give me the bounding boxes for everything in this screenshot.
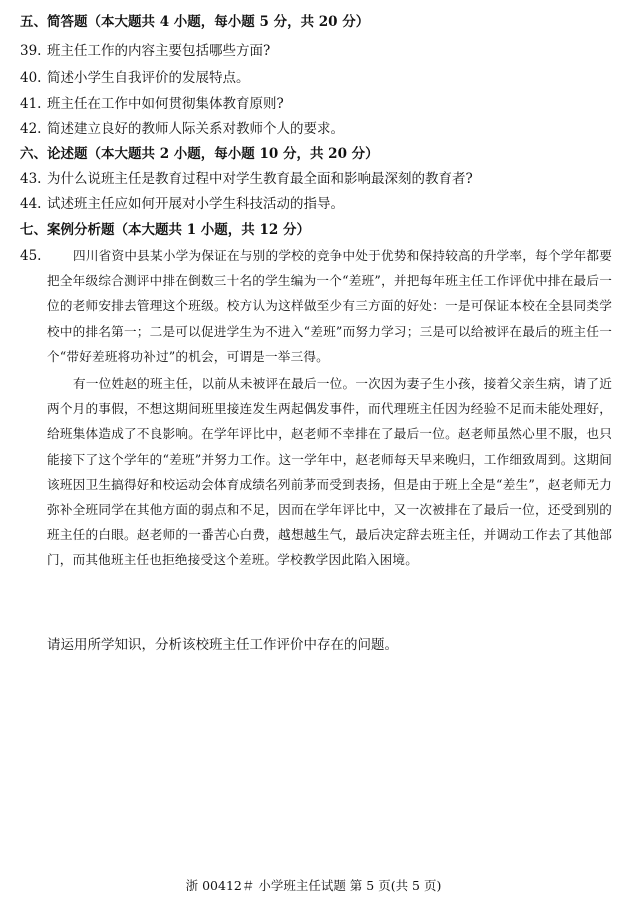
case-paragraph-1 [47, 243, 612, 369]
question-number: 41. [20, 96, 42, 112]
question-number: 44. [20, 196, 42, 212]
question-42 [20, 121, 607, 138]
question-number: 43. [20, 171, 42, 187]
question-43 [20, 171, 607, 188]
question-41 [20, 96, 607, 113]
question-text: 简述建立良好的教师人际关系对教师个人的要求。 [47, 121, 344, 137]
case-paragraph-text: 四川省资中县某小学为保证在与别的学校的竞争中处于优势和保持较高的升学率，每个学年都要把全年级综合测评中排在倒数三十名的学生编为一个“差班”，并把每年班主任工作评优中排在最后一位的老师安排去管理这个班级。校方认为这样做至少有三方面的好处：一是可保证本校在全县同类学校中的排名第一；二是可以促进学生为不进入“差班”而努力学习；三是可以给被评在最后的班主任一个“带好差班将功补过”的机会，可谓是一举三得。 [47, 248, 612, 364]
section-seven-heading: 七、案例分析题（本大题共 1 小题，共 12 分） [20, 222, 310, 238]
case-paragraph-text: 有一位姓赵的班主任，以前从未被评在最后一位。一次因为妻子生小孩，接着父亲生病，请了近两个月的事假，不想这期间班里接连发生两起偶发事件，而代理班主任因为经验不足而未能处理好，给班集体造成了不良影响。在学年评比中，赵老师不幸排在了最后一位。赵老师虽然心里不服，也只能接下了这个学年的“差班”并努力工作。这一学年中，赵老师每天早来晚归，工作细致周到。这期间该班因卫生搞得好和校运动会体育成绩名列前茅而受到表扬，但是由于班上全是“差生”，赵老师无力弥补全班同学在其他方面的弱点和不足，因而在学年评比中，又一次被排在了最后一位，还受到别的班主任的白眼。赵老师的一番苦心白费，越想越生气，最后决定辞去班主任，并调动工作去了其他部门，而其他班主任也拒绝接受这个差班。学校教学因此陷入困境。 [47, 376, 612, 568]
question-text: 简述小学生自我评价的发展特点。 [47, 70, 250, 86]
page-footer: 浙 00412＃ 小学班主任试题 第 5 页(共 5 页) [185, 878, 442, 893]
question-40 [20, 70, 607, 87]
question-44 [20, 196, 607, 213]
question-text: 班主任在工作中如何贯彻集体教育原则? [47, 96, 284, 112]
question-text: 班主任工作的内容主要包括哪些方面? [47, 43, 271, 59]
section-six-heading: 六、论述题（本大题共 2 小题，每小题 10 分，共 20 分） [20, 146, 379, 162]
question-number: 40. [20, 70, 42, 86]
case-paragraph-2 [47, 371, 612, 573]
question-45-number: 45. [20, 248, 42, 264]
question-text: 试述班主任应如何开展对小学生科技活动的指导。 [47, 196, 344, 212]
section-five-heading: 五、简答题（本大题共 4 小题，每小题 5 分，共 20 分） [20, 14, 370, 30]
question-number: 39. [20, 43, 42, 59]
case-question-prompt: 请运用所学知识，分析该校班主任工作评价中存在的问题。 [47, 637, 398, 653]
question-number: 42. [20, 121, 42, 137]
question-text: 为什么说班主任是教育过程中对学生教育最全面和影响最深刻的教育者? [47, 171, 473, 187]
question-39 [20, 43, 607, 60]
